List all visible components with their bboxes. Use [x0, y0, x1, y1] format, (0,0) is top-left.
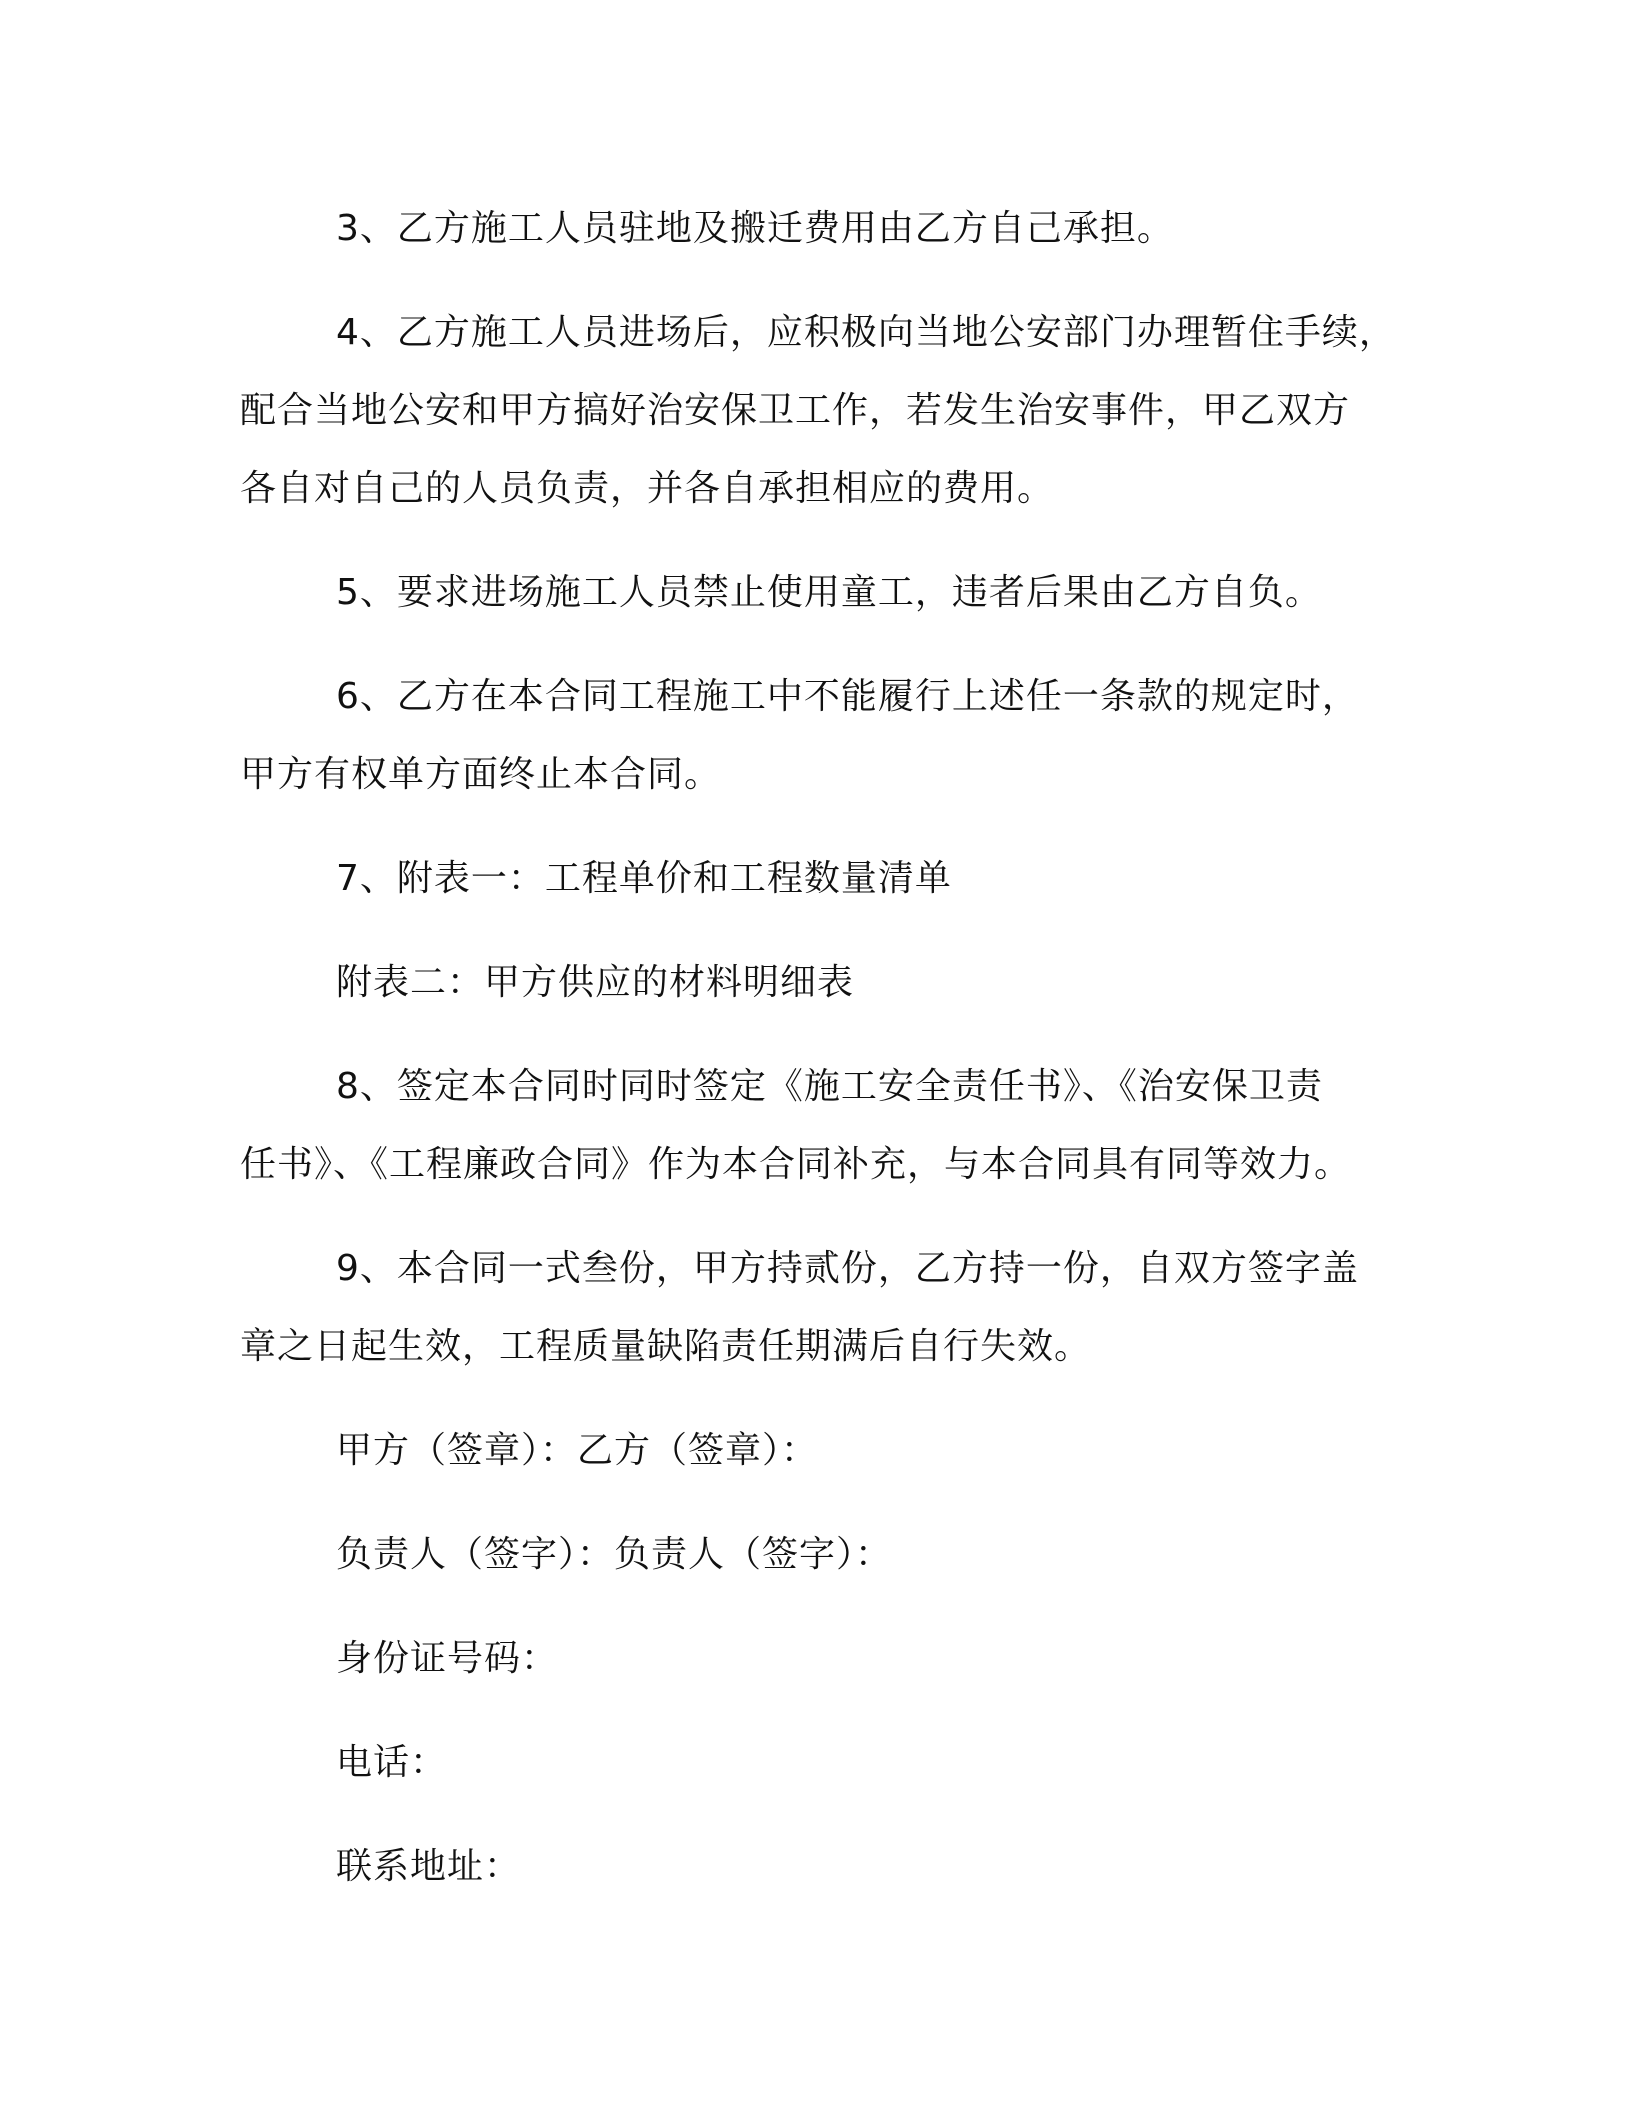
clause-8-line-2: 任书》、《工程廉政合同》作为本合同补充，与本合同具有同等效力。 — [240, 1144, 1352, 1185]
clause-4 — [240, 294, 1395, 528]
phone-label: 电话： — [336, 1742, 448, 1783]
signatory-line: 负责人（签字）：负责人（签字）： — [336, 1534, 893, 1575]
clause-4-line-3: 各自对自己的人员负责，并各自承担相应的费用。 — [240, 468, 1055, 509]
clause-6-line-1: 6、乙方在本合同工程施工中不能履行上述任一条款的规定时， — [336, 676, 1359, 717]
clause-3: 3、乙方施工人员驻地及搬迁费用由乙方自己承担。 — [336, 208, 1174, 249]
clause-6-line-2: 甲方有权单方面终止本合同。 — [240, 754, 722, 795]
clause-5: 5、要求进场施工人员禁止使用童工，违者后果由乙方自负。 — [336, 572, 1322, 613]
document-page — [240, 190, 1395, 1906]
clause-6 — [240, 658, 1395, 814]
clause-7-appendix-2: 附表二：甲方供应的材料明细表 — [336, 962, 855, 1003]
clause-4-line-1: 4、乙方施工人员进场后，应积极向当地公安部门办理暂住手续， — [336, 312, 1396, 353]
clause-9-line-2: 章之日起生效，工程质量缺陷责任期满后自行失效。 — [240, 1326, 1092, 1367]
clause-9 — [240, 1230, 1395, 1386]
clause-4-line-2: 配合当地公安和甲方搞好治安保卫工作，若发生治安事件，甲乙双方 — [240, 390, 1351, 431]
clause-8-line-1: 8、签定本合同时同时签定《施工安全责任书》、《治安保卫责 — [336, 1066, 1323, 1107]
seal-line: 甲方（签章）：乙方（签章）： — [336, 1430, 819, 1471]
clause-8 — [240, 1048, 1395, 1204]
address-label: 联系地址： — [336, 1846, 522, 1887]
clause-9-line-1: 9、本合同一式叁份，甲方持贰份，乙方持一份，自双方签字盖 — [336, 1248, 1359, 1289]
clause-7: 7、附表一：工程单价和工程数量清单 — [336, 858, 952, 899]
id-number-label: 身份证号码： — [336, 1638, 559, 1679]
